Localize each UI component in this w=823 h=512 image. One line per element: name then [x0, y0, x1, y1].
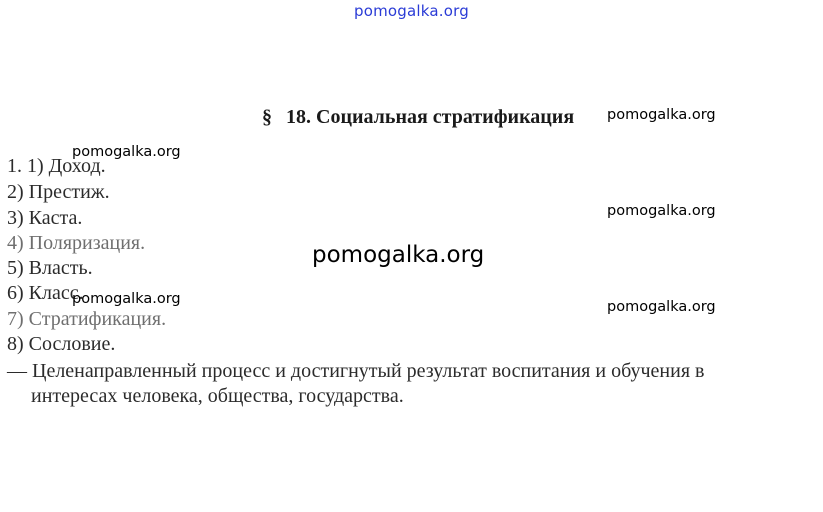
answer-line: 7) Стратификация.	[7, 308, 167, 330]
watermark: pomogalka.org	[607, 107, 716, 123]
watermark: pomogalka.org	[72, 291, 181, 307]
watermark: pomogalka.org	[607, 299, 716, 315]
answer-line: 8) Сословие.	[7, 333, 116, 355]
answer-line: 1. 1) Доход.	[7, 155, 106, 177]
section-title: 18. Социальная стратификация	[286, 106, 575, 128]
site-logo[interactable]: pomogalka.org	[354, 2, 469, 20]
watermark-large: pomogalka.org	[312, 242, 485, 268]
watermark: pomogalka.org	[72, 144, 181, 160]
answer-line: 4) Поляризация.	[7, 232, 146, 254]
definition-line-1: — Целенаправленный процесс и достигнутый результат воспитания и обучения в	[7, 360, 705, 382]
answer-line: 2) Престиж.	[7, 181, 110, 203]
answer-line: 3) Каста.	[7, 207, 83, 229]
answer-line: 5) Власть.	[7, 257, 93, 279]
definition-line-2: интересах человека, общества, государства.	[31, 385, 404, 407]
section-heading	[262, 106, 574, 129]
watermark: pomogalka.org	[607, 203, 716, 219]
section-sign: §	[262, 106, 272, 128]
answer-line: 6) Класс.	[7, 282, 84, 304]
